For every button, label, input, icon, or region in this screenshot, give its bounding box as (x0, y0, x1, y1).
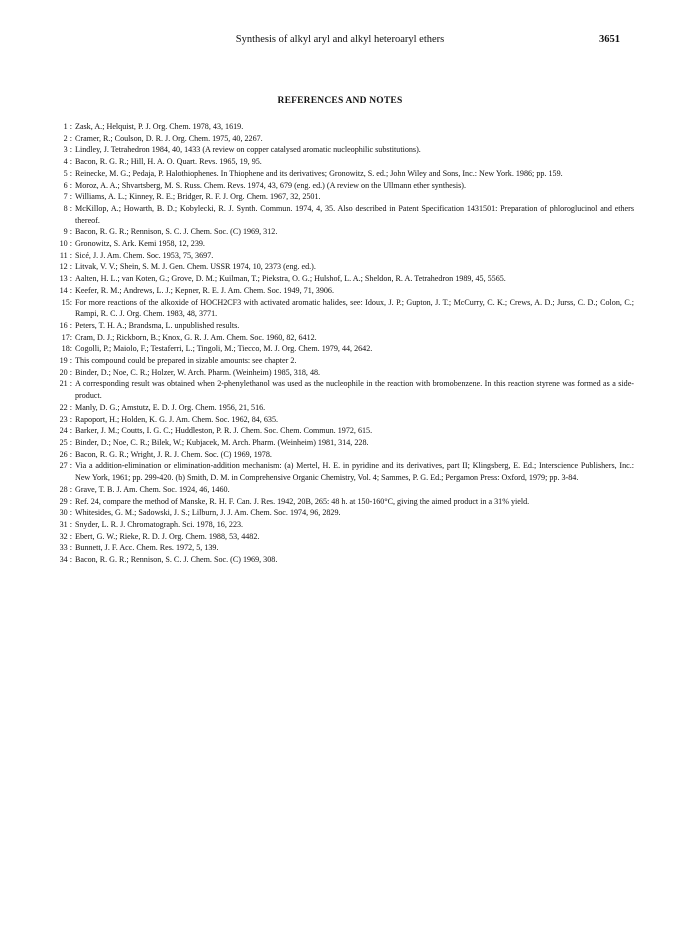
reference-text: Ref. 24, compare the method of Manske, R. H. F. Can. J. Res. 1942, 20B, 265: 48 h. at 150-160°C, giving the aimed product in a 31% yield. (75, 496, 530, 506)
reference-item (50, 133, 634, 145)
reference-item (50, 226, 634, 238)
page-number: 3651 (599, 34, 620, 45)
reference-text: Williams, A. L.; Kinney, R. E.; Bridger, R. F. J. Org. Chem. 1967, 32, 2501. (75, 192, 321, 202)
reference-text: Moroz, A. A.; Shvartsberg, M. S. Russ. Chem. Revs. 1974, 43, 679 (eng. ed.) (A review on the Ullmann ether synthesis). (75, 180, 467, 190)
reference-item (50, 460, 634, 483)
reference-number: 34 : (59, 555, 72, 565)
reference-number: 24 : (59, 426, 72, 436)
reference-text: Sicé, J. J. Am. Chem. Soc. 1953, 75, 3697. (75, 250, 214, 260)
reference-text: Aalten, H. L.; van Koten, G.; Grove, D. M.; Kuilman, T.; Piekstra, O. G.; Hulshof, L. A.; Sheldon, R. A. Tetrahedron 1989, 45, 5565. (75, 274, 506, 284)
reference-item (50, 203, 634, 226)
reference-text: Whitesides, G. M.; Sadowski, J. S.; Lilburn, J. J. Am. Chem. Soc. 1974, 96, 2829. (75, 508, 341, 518)
reference-item (50, 484, 634, 496)
reference-text: Grave, T. B. J. Am. Chem. Soc. 1924, 46, 1460. (75, 484, 230, 494)
reference-item (50, 285, 634, 297)
reference-item (50, 238, 634, 250)
reference-number: 28 : (59, 484, 72, 494)
reference-number: 21 : (59, 379, 72, 389)
reference-item (50, 180, 634, 192)
page-header (60, 34, 620, 50)
reference-list (50, 121, 634, 566)
reference-number: 27 : (59, 461, 72, 471)
reference-number: 20 : (59, 367, 72, 377)
reference-text: Keefer, R. M.; Andrews, L. J.; Kepner, R. E. J. Am. Chem. Soc. 1949, 71, 3906. (75, 285, 334, 295)
reference-number: 12 : (59, 262, 72, 272)
reference-item (50, 156, 634, 168)
reference-item (50, 496, 634, 508)
reference-number: 22 : (59, 402, 72, 412)
reference-item (50, 449, 634, 461)
reference-number: 25 : (59, 437, 72, 447)
reference-number: 14 : (59, 285, 72, 295)
reference-number: 10 : (59, 239, 72, 249)
reference-item (50, 531, 634, 543)
reference-number: 3 : (63, 145, 72, 155)
reference-text: This compound could be prepared in sizable amounts: see chapter 2. (75, 356, 297, 366)
reference-item (50, 425, 634, 437)
reference-number: 4 : (63, 157, 72, 167)
reference-text: Bunnett, J. F. Acc. Chem. Res. 1972, 5, 139. (75, 543, 219, 553)
reference-number: 9 : (63, 227, 72, 237)
reference-number: 8 : (63, 203, 72, 213)
reference-number: 13 : (59, 274, 72, 284)
reference-number: 17: (61, 332, 72, 342)
reference-item (50, 332, 634, 344)
reference-text: Peters, T. H. A.; Brandsma, L. unpublished results. (75, 320, 240, 330)
reference-item (50, 343, 634, 355)
reference-number: 6 : (63, 180, 72, 190)
reference-item (50, 297, 634, 320)
reference-item (50, 507, 634, 519)
reference-item (50, 378, 634, 401)
reference-text: Barker, J. M.; Coutts, I. G. C.; Huddleston, P. R. J. Chem. Soc. Chem. Commun. 1972, 615. (75, 426, 373, 436)
reference-item (50, 414, 634, 426)
reference-item (50, 144, 634, 156)
reference-item (50, 121, 634, 133)
running-title: Synthesis of alkyl aryl and alkyl heteroaryl ethers (235, 34, 445, 45)
reference-text: Bacon, R. G. R.; Hill, H. A. O. Quart. Revs. 1965, 19, 95. (75, 157, 262, 167)
reference-text: Binder, D.; Noe, C. R.; Bilek, W.; Kubjacek, M. Arch. Pharm. (Weinheim) 1981, 314, 228. (75, 437, 369, 447)
reference-item (50, 191, 634, 203)
reference-number: 5 : (63, 168, 72, 178)
reference-number: 23 : (59, 414, 72, 424)
reference-number: 33 : (59, 543, 72, 553)
reference-text: Cram, D. J.; Rickborn, B.; Knox, G. R. J. Am. Chem. Soc. 1960, 82, 6412. (75, 332, 317, 342)
reference-number: 26 : (59, 449, 72, 459)
reference-item (50, 402, 634, 414)
reference-number: 1 : (63, 122, 72, 131)
reference-number: 30 : (59, 508, 72, 518)
reference-item (50, 320, 634, 332)
reference-item (50, 261, 634, 273)
reference-text: Bacon, R. G. R.; Rennison, S. C. J. Chem. Soc. (C) 1969, 308. (75, 555, 278, 565)
reference-item (50, 355, 634, 367)
reference-number: 7 : (63, 192, 72, 202)
reference-item (50, 250, 634, 262)
reference-number: 15: (61, 297, 72, 307)
reference-item (50, 554, 634, 566)
reference-item (50, 367, 634, 379)
reference-text: Rapoport, H.; Holden, K. G. J. Am. Chem. Soc. 1962, 84, 635. (75, 414, 279, 424)
reference-text: Zask, A.; Helquist, P. J. Org. Chem. 1978, 43, 1619. (75, 122, 244, 131)
reference-text: Snyder, L. R. J. Chromatograph. Sci. 1978, 16, 223. (75, 519, 244, 529)
reference-item (50, 437, 634, 449)
reference-text: Manly, D. G.; Amstutz, E. D. J. Org. Chem. 1956, 21, 516. (75, 402, 266, 412)
reference-number: 32 : (59, 531, 72, 541)
reference-number: 19 : (59, 356, 72, 366)
reference-text: Bacon, R. G. R.; Rennison, S. C. J. Chem. Soc. (C) 1969, 312. (75, 227, 278, 237)
reference-text: Ebert, G. W.; Rieke, R. D. J. Org. Chem. 1988, 53, 4482. (75, 531, 260, 541)
reference-number: 31 : (59, 519, 72, 529)
reference-number: 29 : (59, 496, 72, 506)
reference-text: Bacon, R. G. R.; Wright, J. R. J. Chem. Soc. (C) 1969, 1978. (75, 449, 272, 459)
reference-item (50, 519, 634, 531)
reference-text: Reinecke, M. G.; Pedaja, P. Halothiophenes. In Thiophene and its derivatives; Gronowitz, S. ed.; John Wiley and Sons, Inc.: New York. 1986; pp. 159. (75, 168, 563, 178)
section-heading: REFERENCES AND NOTES (277, 96, 403, 106)
reference-text: Binder, D.; Noe, C. R.; Holzer, W. Arch. Pharm. (Weinheim) 1985, 318, 48. (75, 367, 321, 377)
reference-text: Litvak, V. V.; Shein, S. M. J. Gen. Chem. USSR 1974, 10, 2373 (eng. ed.). (75, 262, 316, 272)
reference-item (50, 542, 634, 554)
reference-number: 11 : (59, 250, 72, 260)
reference-text: Gronowitz, S. Ark. Kemi 1958, 12, 239. (75, 239, 205, 249)
reference-item (50, 168, 634, 180)
reference-text: Cramer, R.; Coulson, D. R. J. Org. Chem. 1975, 40, 2267. (75, 133, 263, 143)
reference-number: 16 : (59, 320, 72, 330)
reference-number: 2 : (63, 133, 72, 143)
reference-text: For more reactions of the alkoxide of HOCH2CF3 with activated aromatic halides, see: Idoux, J. P.; Gupton, J. T.; McCurry, C. K.; Crews, A. D.; Jurss, C. D.; Colon, C.; Rampi, R. C. J. Org. Chem. 1983, 48, 3771. (75, 297, 634, 319)
reference-text: A corresponding result was obtained when 2-phenylethanol was used as the nucleophile in the reaction with bromobenzene. In this reaction styrene was formed as a side-product. (75, 379, 634, 401)
reference-text: Lindley, J. Tetrahedron 1984, 40, 1433 (A review on copper catalysed aromatic nucleophilic substitutions). (75, 145, 421, 155)
reference-text: McKillop, A.; Howarth, B. D.; Kobylecki, R. J. Synth. Commun. 1974, 4, 35. Also described in Patent Specification 1431501: Preparation of phloroglucinol and ethers thereof. (75, 203, 634, 225)
reference-text: Via a addition-elimination or elimination-addition mechanism: (a) Mertel, H. E. in pyridine and its derivatives, part II; Klingsberg, E. Ed.; Interscience Publishers, Inc.: New York, 1961; pp. 299-420. (b) Smith, D. M. in Comprehensive Organic Chemistry, Vol. 4; Sammes, P. G. Ed.; Pergamon Press: Oxford, 1979; pp. 3-84. (75, 461, 634, 483)
reference-text: Cogolli, P.; Maiolo, F.; Testaferri, L.; Tingoli, M.; Tiecco, M. J. Org. Chem. 1979, 44, 2642. (75, 344, 373, 354)
reference-number: 18: (61, 344, 72, 354)
reference-item (50, 273, 634, 285)
